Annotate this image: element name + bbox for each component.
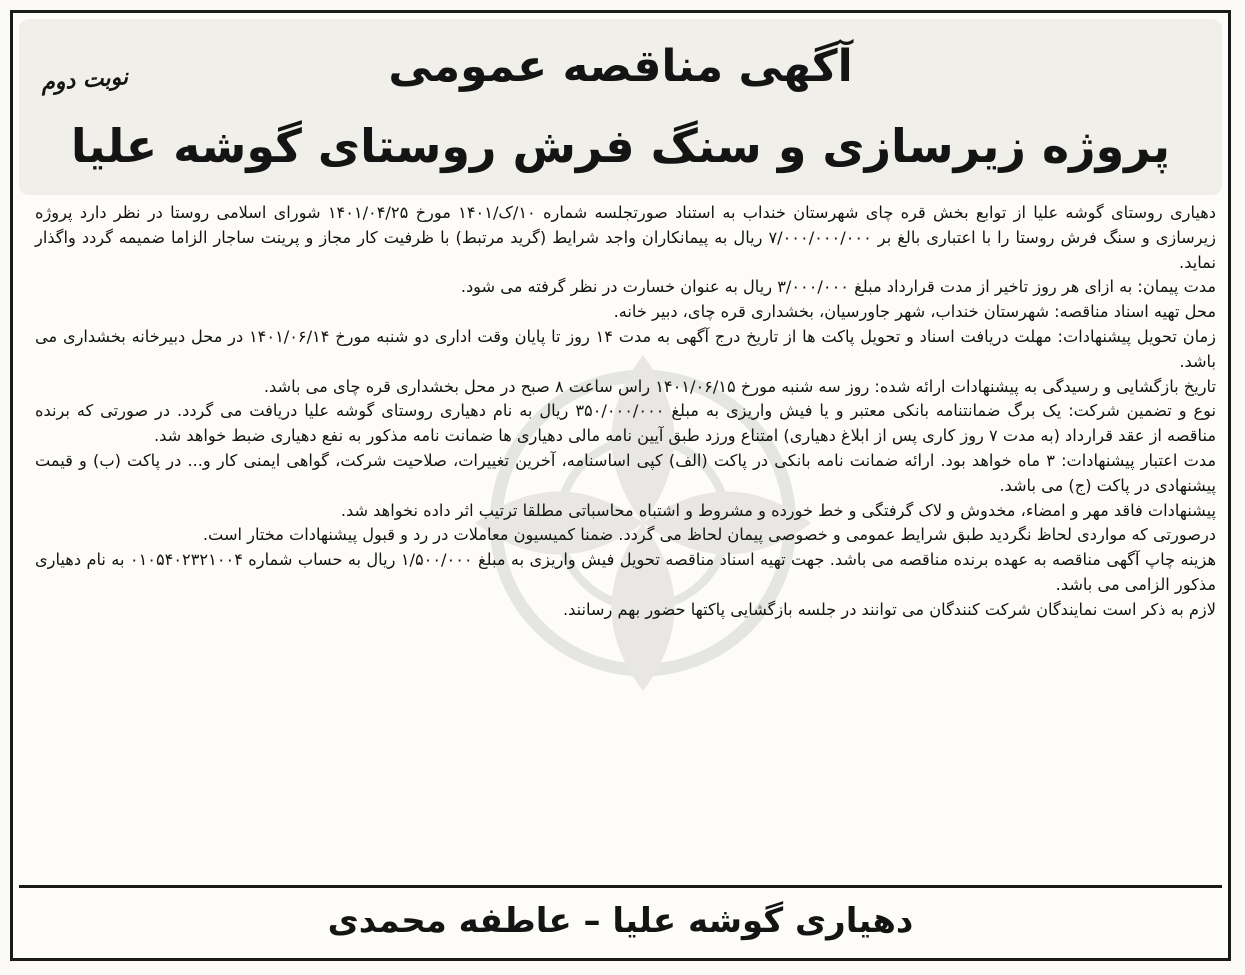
paragraph-submission-time: زمان تحویل پیشنهادات: مهلت دریافت اسناد و تحویل پاکت ها از تاریخ درج آگهی به مدت ۱۴ روز تا پایان وقت اداری دو شنبه مورخ ۱۴۰۱/۰۶/۱۴ در محل دبیرخانه بخشداری می باشد. — [35, 326, 1216, 371]
round-label: نوبت دوم — [40, 63, 129, 97]
footer-divider — [19, 885, 1222, 888]
ad-frame — [10, 10, 1231, 961]
header-panel — [19, 19, 1222, 195]
paragraph-validity: مدت اعتبار پیشنهادات: ۳ ماه خواهد بود. ارائه ضمانت نامه بانکی در پاکت (الف) کپی اساسنامه، آخرین تغییرات، صلاحیت شرکت، گواهی ایمنی کار و... در پاکت (ب) و قیمت پیشنهادی در پاکت (ج) می باشد. — [35, 450, 1216, 495]
paragraph-guarantee: نوع و تضمین شرکت: یک برگ ضمانتنامه بانکی معتبر و یا فیش واریزی به مبلغ ۳۵۰/۰۰۰/۰۰۰ ریال به نام دهیاری روستای گوشه علیا دریافت می گردد. در صورتی که برنده مناقصه از عقد قرارداد (به مدت ۷ روز کاری پس از ابلاغ دهیاری) امتناع ورزد طبق آیین نامه مالی دهیاری ها ضمانت نامه مذکور به نفع دهیاری ضبط خواهد شد. — [35, 401, 1217, 446]
paragraph-documents-location: محل تهیه اسناد مناقصه: شهرستان خنداب، شهر جاورسیان، بخشداری قره چای، دبیر خانه. — [613, 302, 1216, 322]
ad-body — [35, 201, 1216, 623]
footer-signature: دهیاری گوشه علیا – عاطفه محمدی — [327, 901, 914, 941]
page-title: آگهی مناقصه عمومی — [388, 41, 853, 92]
paragraph-costs: هزینه چاپ آگهی مناقصه به عهده برنده مناقصه می باشد. جهت تهیه اسناد مناقصه تحویل فیش واریزی به مبلغ ۱/۵۰۰/۰۰۰ ریال به حساب شماره ۰۱۰۵۴۰۲۳۲۱۰۰۴ به نام دهیاری مذکور الزامی می باشد. — [35, 550, 1216, 594]
paragraph-contract-period: مدت پیمان: به ازای هر روز تاخیر از مدت قرارداد مبلغ ۳/۰۰۰/۰۰۰ ریال به عنوان خسارت در نظر گرفته می شود. — [460, 277, 1216, 297]
paragraph-intro: دهیاری روستای گوشه علیا از توابع بخش قره چای شهرستان خنداب به استناد صورتجلسه شماره ۱۰/ک/۱۴۰۱ مورخ ۱۴۰۱/۰۴/۲۵ شورای اسلامی روستا در نظر دارد پروژه زیرسازی و سنگ فرش روستا را با اعتباری بالغ بر ۷/۰۰۰/۰۰۰/۰۰۰ ریال به پیمانکاران واجد شرایط (گرید مرتبط) با ظرفیت کار مجاز و پرینت ساجار الزاما ضمیمه گردد واگذار نماید. — [35, 203, 1217, 272]
paragraph-opening-date: تاریخ بازگشایی و رسیدگی به پیشنهادات ارائه شده: روز سه شنبه مورخ ۱۴۰۱/۰۶/۱۵ راس ساعت ۸ صبح در محل بخشداری قره چای می باشد. — [263, 376, 1216, 396]
paragraph-attendance: لازم به ذکر است نمایندگان شرکت کنندگان می توانند در جلسه بازگشایی پاکتها حضور بهم رسانند. — [562, 599, 1216, 619]
project-title: پروژه زیرسازی و سنگ فرش روستای گوشه علیا — [70, 119, 1171, 173]
paragraph-general-terms: درصورتی که مواردی لحاظ نگردید طبق شرایط عمومی و خصوصی پیمان لحاظ می گردد. ضمنا کمیسیون معاملات در رد و قبول پیشنهادات مختار است. — [202, 525, 1216, 545]
paragraph-invalid-bids: پیشنهادات فاقد مهر و امضاء، مخدوش و لاک گرفتگی و خط خورده و مشروط و اشتباه محاسباتی مطلقا ترتیب اثر داده نخواهد شد. — [340, 500, 1216, 520]
